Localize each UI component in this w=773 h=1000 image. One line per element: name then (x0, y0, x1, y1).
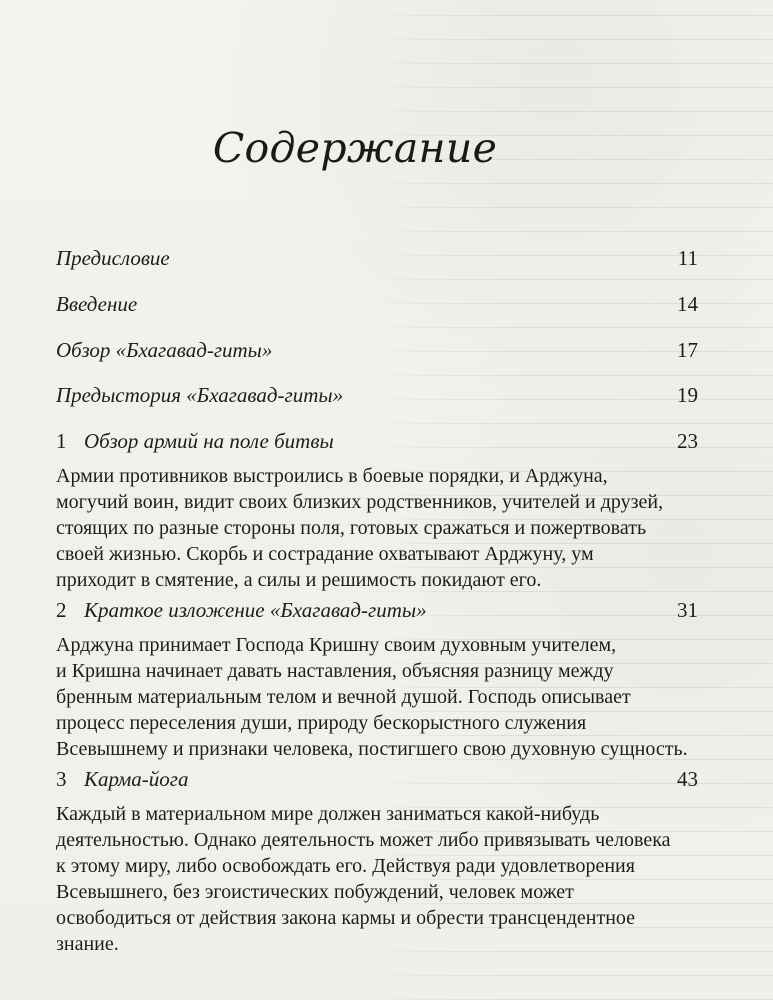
summary-line: освободиться от действия закона кармы и обрести трансцендентное (56, 907, 636, 929)
toc-chapter-3 (56, 763, 698, 795)
chapter-title: Карма-йога (84, 767, 189, 791)
summary-line: деятельностью. Однако деятельность может либо привязывать человека (56, 829, 671, 851)
toc-page-number: 17 (677, 338, 698, 362)
chapter-summary-3 (56, 801, 720, 957)
summary-line: знание. (56, 933, 119, 955)
chapter-number: 1 (56, 429, 67, 453)
summary-line: Всевышнего, без эгоистических побуждений, человек может (56, 881, 574, 903)
toc-entry-title: Введение (56, 292, 138, 316)
page-title: Содержание (212, 124, 498, 172)
toc-page-number: 23 (677, 429, 698, 453)
toc-chapter-heading (56, 594, 427, 626)
summary-line: Армии противников выстроились в боевые порядки, и Арджуна, (56, 465, 608, 487)
chapter-title: Краткое изложение «Бхагавад-гиты» (84, 598, 427, 622)
toc-page-number: 31 (677, 598, 698, 622)
toc-entry-preface (56, 242, 698, 274)
summary-line: стоящих по разные стороны поля, готовых сражаться и пожертвовать (56, 517, 647, 539)
chapter-summary-2 (56, 632, 720, 762)
toc-entry-gita-overview (56, 334, 698, 366)
toc-entry-gita-background (56, 379, 698, 411)
toc-chapter-heading (56, 425, 334, 457)
summary-line: и Кришна начинает давать наставления, объясняя разницу между (56, 660, 614, 682)
chapter-number: 3 (56, 767, 67, 791)
summary-line: Всевышнему и признаки человека, постигшего свою духовную сущность. (56, 738, 688, 760)
toc-chapter-2 (56, 594, 698, 626)
chapter-summary-1 (56, 463, 720, 593)
summary-line: бренным материальным телом и вечной душой. Господь описывает (56, 686, 631, 708)
toc-chapter-1 (56, 425, 698, 457)
summary-line: Каждый в материальном мире должен заниматься какой-нибудь (56, 803, 600, 825)
summary-line: Арджуна принимает Господа Кришну своим духовным учителем, (56, 634, 617, 656)
summary-line: могучий воин, видит своих близких родственников, учителей и друзей, (56, 491, 664, 513)
chapter-title: Обзор армий на поле битвы (84, 429, 334, 453)
toc-entry-title: Предисловие (56, 246, 170, 270)
toc-entry-introduction (56, 288, 698, 320)
toc-page-number: 19 (677, 383, 698, 407)
toc-chapter-heading (56, 763, 189, 795)
summary-line: к этому миру, либо освобождать его. Действуя ради удовлетворения (56, 855, 635, 877)
summary-line: процесс переселения души, природу бескорыстного служения (56, 712, 587, 734)
chapter-number: 2 (56, 598, 67, 622)
summary-line: своей жизнью. Скорбь и сострадание охватывают Арджуну, ум (56, 543, 594, 565)
summary-line: приходит в смятение, а силы и решимость покидают его. (56, 569, 542, 591)
toc-entry-title: Обзор «Бхагавад-гиты» (56, 338, 273, 362)
toc-entry-title: Предыстория «Бхагавад-гиты» (56, 383, 344, 407)
toc-page-number: 14 (677, 292, 698, 316)
toc-page-number: 11 (677, 246, 698, 270)
toc-page-number: 43 (677, 767, 698, 791)
